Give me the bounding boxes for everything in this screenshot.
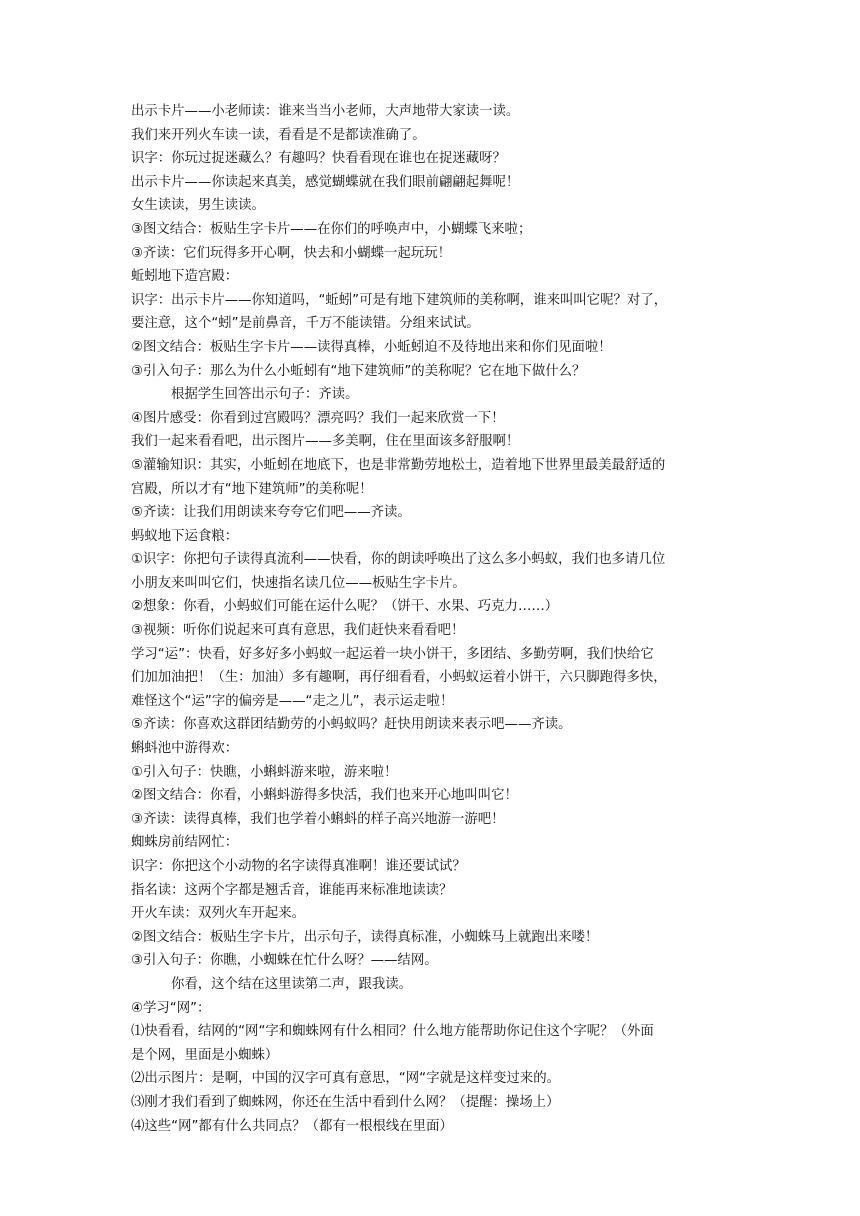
text-line: 女生读读，男生读读。 bbox=[131, 198, 265, 214]
text-line: 小朋友来叫叫它们，快速指名读几位——板贴生字卡片。 bbox=[131, 575, 466, 591]
text-line: 蝌蚪池中游得欢： bbox=[131, 741, 239, 757]
text-line: ②图文结合：板贴生字卡片——读得真棒，小蚯蚓迫不及待地出来和你们见面啦！ bbox=[131, 339, 612, 355]
text-line: ③齐读：它们玩得多开心啊，快去和小蝴蝶一起玩玩！ bbox=[131, 245, 451, 261]
text-line: 识字：你把这个小动物的名字读得真准啊！谁还要试试？ bbox=[131, 859, 466, 874]
text-line: ⑶刚才我们看到了蜘蛛网，你还在生活中看到什么网？（提醒：操场上） bbox=[131, 1094, 560, 1110]
text-line: ⑴快看看，结网的“网“字和蜘蛛网有什么相同？什么地方能帮助你记住这个字呢？（外面 bbox=[131, 1024, 654, 1040]
text-line: 要注意，这个“蚓”是前鼻音，千万不能读错。分组来试试。 bbox=[131, 316, 480, 332]
text-line: 开火车读：双列火车开起来。 bbox=[131, 906, 306, 922]
text-line: 是个网，里面是小蜘蛛） bbox=[131, 1047, 279, 1063]
text-line: ⑵出示图片：是啊，中国的汉字可真有意思，“网“字就是这样变过来的。 bbox=[131, 1071, 560, 1087]
text-line: 们加加油把！（生：加油）多有趣啊，再仔细看看，小蚂蚁运着小饼干，六只脚跑得多快， bbox=[131, 670, 667, 686]
text-line: 识字：出示卡片——你知道吗，“蚯蚓”可是有地下建筑师的美称啊，谁来叫叫它呢？对了， bbox=[131, 292, 668, 308]
text-line: 出示卡片——小老师读：谁来当当小老师，大声地带大家读一读。 bbox=[131, 104, 520, 119]
text-line: ②图文结合：你看，小蝌蚪游得多快活，我们也来开心地叫叫它！ bbox=[131, 788, 518, 804]
text-line: ①引入句子：快瞧，小蝌蚪游来啦，游来啦！ bbox=[131, 764, 398, 780]
text-line: 指名读：这两个字都是翘舌音，谁能再来标准地读读？ bbox=[131, 882, 453, 898]
text-line: ②想象：你看，小蚂蚁们可能在运什么呢？（饼干、水果、巧克力……） bbox=[131, 599, 559, 615]
text-line: 我们来开列火车读一读，看看是不是都读准确了。 bbox=[131, 127, 426, 143]
text-line: ⑤齐读：你喜欢这群团结勤劳的小蚂蚁吗？赶快用朗读来表示吧——齐读。 bbox=[131, 717, 572, 733]
text-line: ③引入句子：你瞧，小蜘蛛在忙什么呀？——结网。 bbox=[131, 953, 438, 969]
text-line: ③图文结合：板贴生字卡片——在你们的呼唤声中，小蝴蝶飞来啦； bbox=[131, 221, 532, 237]
text-line: ②图文结合：板贴生字卡片，出示句子，读得真标准，小蜘蛛马上就跑出来喽！ bbox=[131, 929, 599, 945]
text-line: ⑤灌输知识：其实，小蚯蚓在地底下，也是非常勤劳地松土，造着地下世界里最美最舒适的 bbox=[131, 457, 666, 473]
text-line: 宫殿，所以才有“地下建筑师”的美称呢！ bbox=[131, 481, 373, 497]
text-line: ③齐读：读得真棒，我们也学着小蝌蚪的样子高兴地游一游吧！ bbox=[131, 811, 505, 827]
text-line: ⑷这些“网”都有什么共同点？（都有一根根线在里面） bbox=[131, 1118, 453, 1134]
document-body bbox=[131, 100, 731, 1138]
text-line: 学习“运”：快看，好多好多小蚂蚁一起运着一块小饼干，多团结、多勤劳啊，我们快给它 bbox=[131, 646, 654, 662]
text-line: ③视频：听你们说起来可真有意思，我们赶快来看看吧！ bbox=[131, 623, 465, 639]
text-line: 识字：你玩过捉迷藏么？有趣吗？快看看现在谁也在捉迷藏呀？ bbox=[131, 151, 506, 167]
text-line: 根据学生回答出示句子：齐读。 bbox=[171, 387, 359, 403]
text-line: 难怪这个“运”字的偏旁是——“走之儿”，表示运走啦！ bbox=[131, 693, 454, 709]
text-line: 我们一起来看看吧，出示图片——多美啊，住在里面该多舒服啊！ bbox=[131, 434, 520, 450]
text-line: 蚯蚓地下造宫殿： bbox=[131, 269, 239, 285]
text-line: 蜘蛛房前结网忙： bbox=[131, 835, 239, 851]
text-line: 蚂蚁地下运食粮： bbox=[131, 528, 239, 544]
text-line: 你看，这个结在这里读第二声，跟我读。 bbox=[171, 976, 413, 992]
text-line: ④学习“网”： bbox=[131, 1000, 211, 1016]
text-line: ④图片感受：你看到过宫殿吗？漂亮吗？我们一起来欣赏一下！ bbox=[131, 410, 505, 426]
text-line: ⑤齐读：让我们用朗读来夸夸它们吧——齐读。 bbox=[131, 505, 411, 521]
text-line: 出示卡片——你读起来真美，感觉蝴蝶就在我们眼前翩翩起舞呢！ bbox=[131, 174, 520, 190]
text-line: ①识字：你把句子读得真流利——快看，你的朗读呼唤出了这么多小蚂蚁，我们也多请几位 bbox=[131, 552, 666, 568]
text-line: ③引入句子：那么为什么小蚯蚓有“地下建筑师”的美称呢？它在地下做什么？ bbox=[131, 363, 586, 379]
